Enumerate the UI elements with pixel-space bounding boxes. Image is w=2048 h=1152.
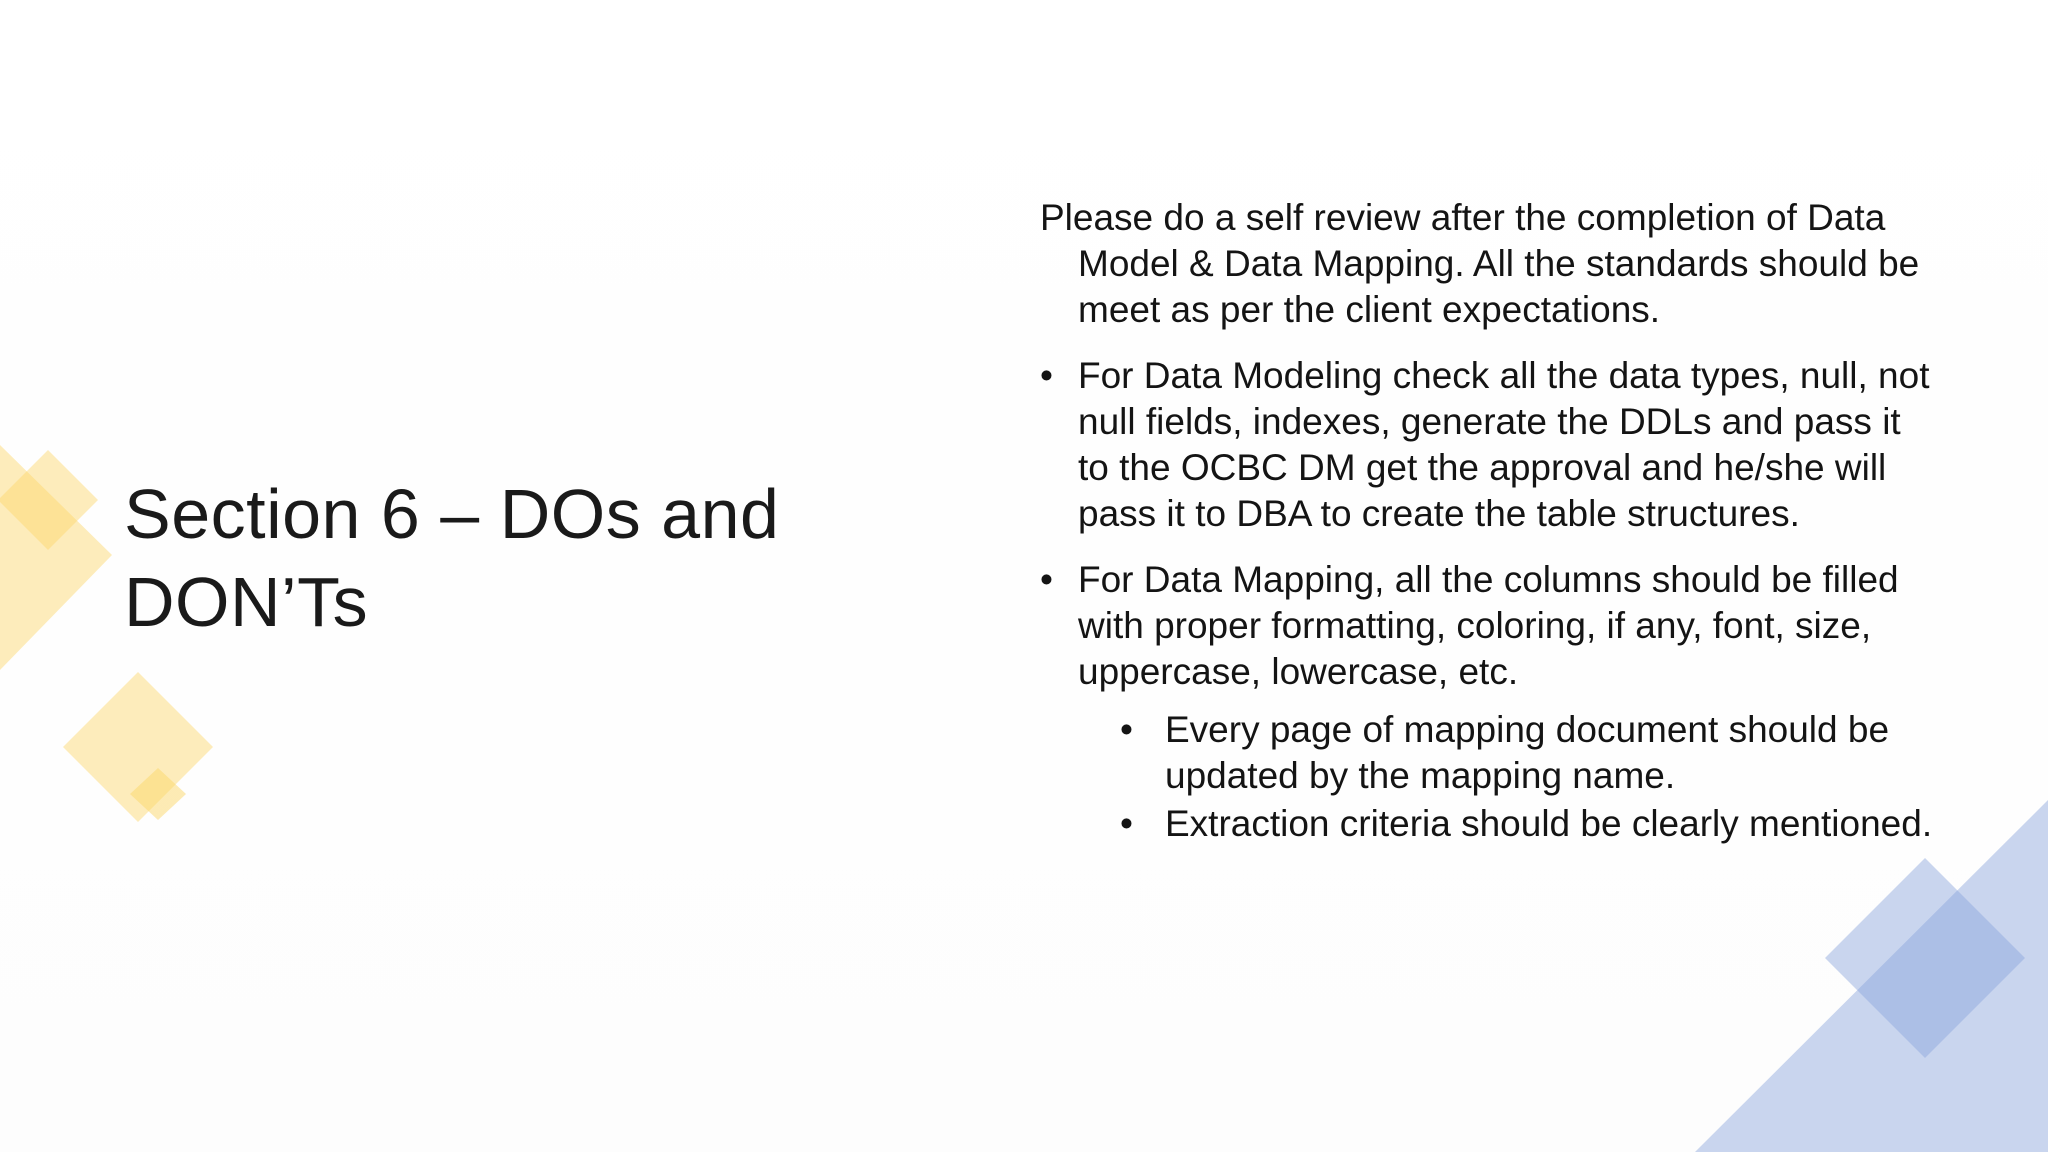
sub-list-item-text: Every page of mapping document should be updated by the mapping name.: [1165, 709, 1890, 796]
slide-title: Section 6 – DOs and DON’Ts: [124, 475, 780, 641]
list-item: [1040, 353, 1940, 537]
sub-list-item: [1040, 801, 1940, 847]
bullet-icon: •: [1040, 355, 1053, 396]
body-content: [1040, 195, 1940, 857]
bullet-icon: •: [1120, 803, 1133, 844]
list-item-text: For Data Mapping, all the columns should be filled with proper formatting, coloring, if any, font, size, uppercase, lowercase, etc.: [1078, 559, 1899, 692]
sub-list-item-text: Extraction criteria should be clearly mentioned.: [1165, 803, 1933, 844]
bullet-icon: •: [1040, 559, 1053, 600]
list-item-text: For Data Modeling check all the data types, null, not null fields, indexes, generate the DDLs and pass it to the OCBC DM get the approval and he/she will pass it to DBA to create the table structures.: [1078, 355, 1930, 534]
bullet-icon: •: [1120, 709, 1133, 750]
intro-paragraph: Please do a self review after the completion of Data Model & Data Mapping. All the standards should be meet as per the client expectations.: [1040, 197, 1920, 330]
sub-list-item: [1040, 707, 1940, 799]
list-item: [1040, 557, 1940, 695]
